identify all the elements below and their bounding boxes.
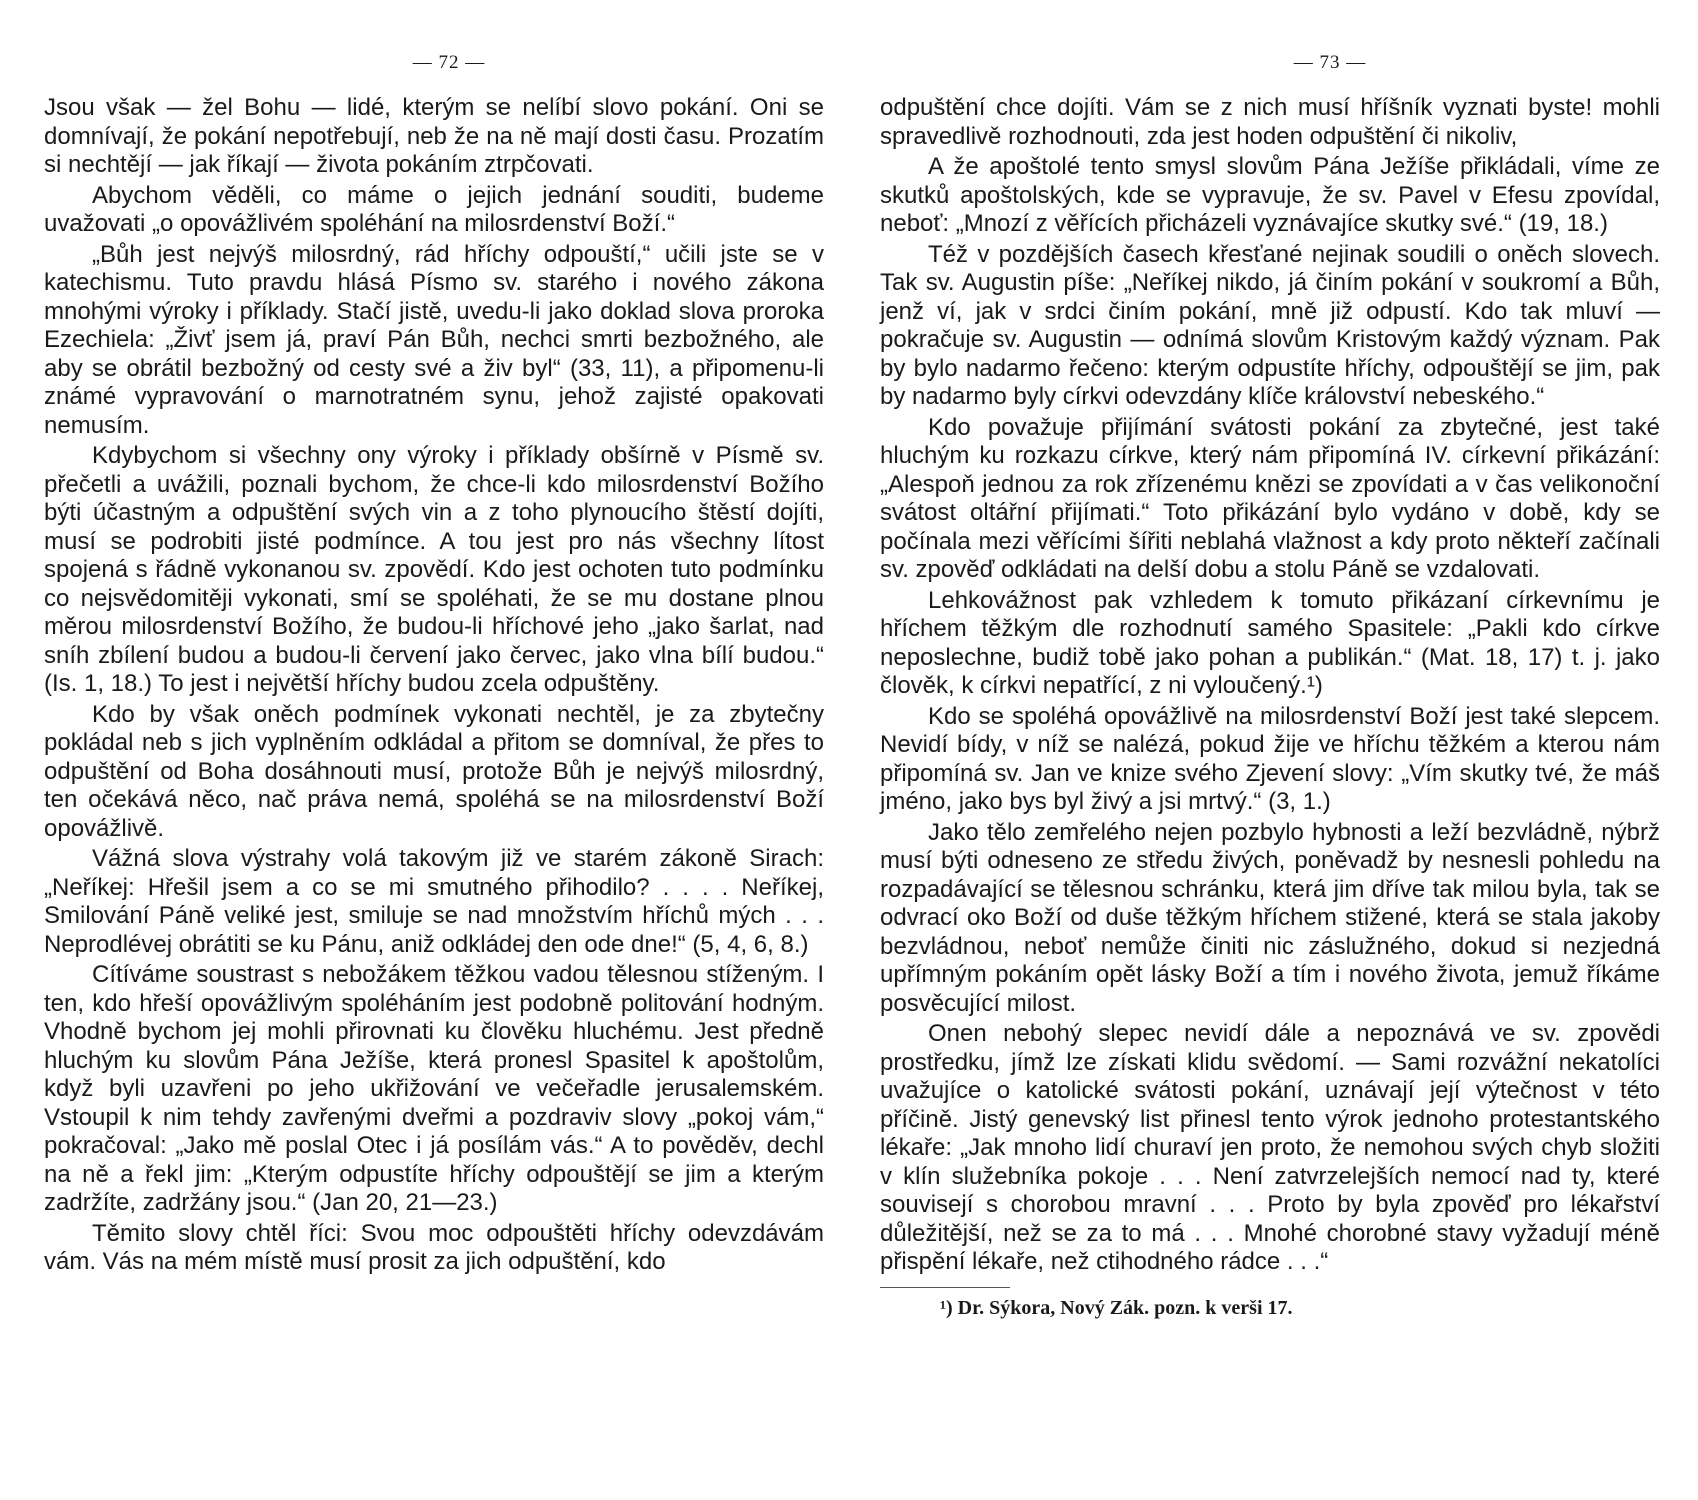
- paragraph: Cítíváme soustrast s nebožákem těžkou vadou tělesnou stíženým. I ten, kdo hřeší opovážlivým spoléháním jest podobně politování hodným. Vhodně bychom jej mohli přirovnati ku člověku hluchému. Jest předně hluchým ku slovům Pána Ježíše, která pronesl Spasitel k apoštolům, když byli uzavřeni po jeho ukřižování ve večeřadle jerusalemském. Vstoupil k nim tehdy zavřenými dveřmi a pozdraviv slovy „pokoj vám,“ pokračoval: „Jako mě poslal Otec i já posílám vás.“ A to pověděv, dechl na ně a řekl jim: „Kterým odpustíte hříchy odpouštějí se jim a kterým zadržíte, zadržány jsou.“ (Jan 20, 21—23.): [44, 961, 824, 1216]
- footnote: ¹) Dr. Sýkora, Nový Zák. pozn. k verši 17.: [940, 1296, 1293, 1319]
- left-text-column: [44, 94, 824, 1277]
- paragraph: Vážná slova výstrahy volá takovým již ve starém zákoně Sirach: „Neříkej: Hřešil jsem a co se mi smutného přihodilo? . . . . Neříkej, Smilování Páně veliké jest, smiluje se nad množstvím hříchů mých . . . Neprodlévej obrátiti se ku Pánu, aniž odkládej den ode dne!“ (5, 4, 6, 8.): [44, 845, 824, 958]
- paragraph: Kdo se spoléhá opovážlivě na milosrdenství Boží jest také slepcem. Nevidí bídy, v níž se nalézá, pokud žije ve hříchu těžkém a kterou nám připomíná sv. Jan ve knize svého Zjevení slovy: „Vím skutky tvé, že máš jméno, jako bys byl živý a jsi mrtvý.“ (3, 1.): [880, 702, 1660, 815]
- page-number-left: — 72 —: [412, 52, 486, 73]
- paragraph: Abychom věděli, co máme o jejich jednání souditi, budeme uvažovati „o opovážlivém spoléhání na milosrdenství Boží.“: [44, 181, 824, 237]
- page-number-right: — 73 —: [1293, 52, 1367, 73]
- paragraph: A že apoštolé tento smysl slovům Pána Ježíše přikládali, víme ze skutků apoštolských, kde se vypravuje, že sv. Pavel v Efesu zpovídal, neboť: „Mnozí z věřících přicházeli vyznávajíce skutky své.“ (19, 18.): [880, 153, 1660, 237]
- paragraph: Též v pozdějších časech křesťané nejinak soudili o oněch slovech. Tak sv. Augustin píše: „Neříkej nikdo, já činím pokání v soukromí a Bůh, jenž ví, jak v srdci činím pokání, mně již odpustí. Kdo tak mluví — pokračuje sv. Augustin — odnímá slovům Kristovým každý význam. Pak by bylo nadarmo řečeno: kterým odpustíte hříchy, odpouštějí se jim, pak by nadarmo byly církvi odevzdány klíče království nebeského.“: [880, 240, 1660, 410]
- footnote-divider: [880, 1287, 1010, 1288]
- right-page: [880, 0, 1660, 1320]
- paragraph: Kdo považuje přijímání svátosti pokání za zbytečné, jest také hluchým ku rozkazu církve, který nám připomíná IV. církevní přikázání: „Alespoň jednou za rok zřízenému knězi se zpovídati a v čas velikonoční svátost oltářní přijímati.“ Toto přikázání bylo vydáno v době, kdy se počínala mezi věřícími šířiti neblahá vlažnost a kdy proto někteří začínali sv. zpověď odkládati na delší dobu a stolu Páně se vzdalovati.: [880, 413, 1660, 583]
- paragraph: Onen nebohý slepec nevidí dále a nepoznává ve sv. zpovědi prostředku, jímž lze získati klidu svědomí. — Sami rozvážní nekatolíci uvažujíce o katolické svátosti pokání, uznávají její výtečnost v této příčině. Jistý genevský list přinesl tento výrok jednoho protestantského lékaře: „Jak mnoho lidí churaví jen proto, že nemohou svých chyb složiti v klín služebníka pokoje . . . Není zatvrzelejších nemocí nad ty, které souvisejí s chorobou mravní . . . Proto by byla zpověď pro lékařství důležitější, než se za to má . . . Mnohé chorobné stavy vyžadují méně přispění lékaře, než ctihodného rádce . . .“: [880, 1020, 1660, 1275]
- paragraph: Kdo by však oněch podmínek vykonati nechtěl, je za zbytečny pokládal neb s jich vyplněním odkládal a přitom se domníval, že přes to odpuštění od Boha dosáhnouti musí, protože Bůh je nejvýš milosrdný, ten očekává něco, nač práva nemá, spoléhá se na milosrdenství Boží opovážlivě.: [44, 700, 824, 842]
- paragraph: Kdybychom si všechny ony výroky i příklady obšírně v Písmě sv. přečetli a uvážili, poznali bychom, že chce-li kdo milosrdenství Božího býti účastným a odpuštění svých vin a z toho plynoucího štěstí dojíti, musí se podrobiti jisté podmínce. A tou jest pro nás všechny lítost spojená s řádně vykonanou sv. zpovědí. Kdo jest ochoten tuto podmínku co nejsvědomitěji vykonati, smí se spoléhati, že se mu dostane plnou měrou milosrdenství Božího, že budou-li hříchové jeho „jako šarlat, nad sníh zbílení budou a budou-li červení jako červec, jako vlna bílí budou.“ (Is. 1, 18.) To jest i největší hříchy budou zcela odpuštěny.: [44, 442, 824, 697]
- left-page: [44, 0, 824, 1279]
- paragraph: „Bůh jest nejvýš milosrdný, rád hříchy odpouští,“ učili jste se v katechismu. Tuto pravdu hlásá Písmo sv. starého i nového zákona mnohými výroky i příklady. Stačí jistě, uvedu-li jako doklad slova proroka Ezechiela: „Živť jsem já, praví Pán Bůh, nechci smrti bezbožného, ale aby se obrátil bezbožný od cesty své a živ byl“ (33, 11), a připomenu-li známé vypravování o marnotratném synu, jehož zajisté opakovati nemusím.: [44, 240, 824, 439]
- paragraph: odpuštění chce dojíti. Vám se z nich musí hříšník vyznati byste! mohli spravedlivě rozhodnouti, zda jest hoden odpuštění či nikoliv,: [880, 94, 1660, 150]
- paragraph: Jako tělo zemřelého nejen pozbylo hybnosti a leží bezvládně, nýbrž musí býti odneseno ze středu živých, poněvadž by nesnesli pohledu na rozpadávající se tělesnou schránku, která jim dříve tak milou byla, tak se odvrací oko Boží od duše těžkým hříchem stižené, která se stala jakoby bezvládnou, neboť nemůže činiti nic záslužného, dokud si nezjedná upřímným pokáním opět lásky Boží a tím i nového života, jemuž říkáme posvěcující milost.: [880, 818, 1660, 1017]
- right-text-column: [880, 94, 1660, 1320]
- paragraph: Těmito slovy chtěl říci: Svou moc odpouštěti hříchy odevzdávám vám. Vás na mém místě musí prosit za jich odpuštění, kdo: [44, 1219, 824, 1275]
- paragraph: Jsou však — žel Bohu — lidé, kterým se nelíbí slovo pokání. Oni se domnívají, že pokání nepotřebují, neb že na ně mají dosti času. Prozatím si nechtějí — jak říkají — života pokáním ztrpčovati.: [44, 94, 824, 178]
- paragraph: Lehkovážnost pak vzhledem k tomuto přikázaní církevnímu je hříchem těžkým dle rozhodnutí samého Spasitele: „Pakli kdo církve neposlechne, budiž tobě jako pohan a publikán.“ (Mat. 18, 17) t. j. jako člověk, k církvi nepatřící, z ni vyloučený.¹): [880, 586, 1660, 699]
